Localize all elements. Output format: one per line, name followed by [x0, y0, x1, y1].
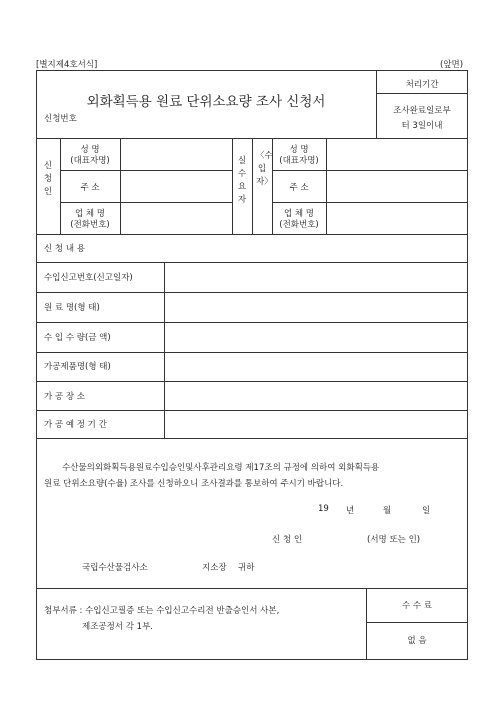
row-label-import-quantity: 수 입 수 량(금 액) — [44, 333, 111, 343]
page-side-label: (앞면) — [440, 60, 464, 70]
row-label-import-number: 수입신고번호(신고일자) — [44, 273, 133, 283]
fee-value: 없 음 — [407, 636, 427, 646]
form-number: [별지제4호서식] — [36, 60, 98, 70]
addressee-office: 국립수산물검사소 — [82, 563, 148, 573]
attachments-line-1: 첨부서류 : 수입신고필증 또는 수입신고수리전 반출승인서 사본, — [44, 606, 280, 616]
processing-place-field[interactable] — [165, 382, 467, 409]
attachments-line-2: 제조공정서 각 1부. — [82, 622, 153, 632]
statement-line-1: 수산물의외화획득용원료수입승인및사후관리요령 제17조의 규정에 의하여 외화획득용 — [62, 463, 380, 473]
application-number-label: 신청번호 — [44, 114, 77, 124]
applicant-name-label: 성 명 — [80, 145, 100, 155]
date-year-prefix: 19 — [318, 504, 329, 514]
applicant-company-field[interactable] — [121, 203, 231, 233]
applicant-address-label: 주 소 — [80, 183, 100, 193]
processing-period-value-1: 조사완료일로부 — [393, 106, 451, 116]
user-address-field[interactable] — [327, 171, 467, 201]
material-name-field[interactable] — [165, 293, 467, 321]
processing-period-field[interactable] — [165, 411, 467, 437]
date-year: 년 — [346, 506, 355, 516]
statement-line-2: 원료 단위소요량(수율) 조사를 신청하오니 조사결과를 통보하여 주시기 바랍니다. — [44, 479, 344, 489]
applicant-name-field[interactable] — [121, 139, 231, 169]
signature-label: 신 청 인 — [272, 535, 303, 545]
importer-group-label: 〈수입자〉 — [256, 151, 273, 187]
addressee-chief: 지소장 — [202, 563, 227, 573]
user-group-label: 실수요자 — [237, 156, 247, 205]
import-quantity-field[interactable] — [165, 323, 467, 351]
applicant-name-sub: (대표자명) — [70, 156, 110, 166]
row-label-processing-period: 가 공 예 정 기 간 — [44, 420, 107, 430]
user-company-label: 업 체 명 — [283, 209, 315, 219]
content-header: 신 청 내 용 — [44, 244, 85, 254]
user-name-label: 성 명 — [289, 145, 309, 155]
addressee-honorific: 귀하 — [238, 563, 255, 573]
user-name-field[interactable] — [327, 139, 467, 169]
user-company-sub: (전화번호) — [279, 220, 319, 230]
signature-note: (서명 또는 인) — [367, 535, 421, 545]
user-company-field[interactable] — [327, 203, 467, 233]
applicant-company-sub: (전화번호) — [70, 220, 110, 230]
applicant-address-field[interactable] — [121, 171, 231, 201]
user-address-label: 주 소 — [289, 183, 309, 193]
applicant-group-label: 신청인 — [43, 161, 53, 197]
product-name-field[interactable] — [165, 353, 467, 380]
date-day: 일 — [422, 506, 431, 516]
form-title: 외화획득용 원료 단위소요량 조사 신청서 — [86, 94, 326, 110]
row-label-product-name: 가공제품명(형 태) — [44, 362, 111, 372]
row-label-material-name: 원 료 명(형 태) — [44, 303, 100, 313]
processing-period-label: 처리기간 — [405, 80, 439, 90]
applicant-company-label: 업 체 명 — [74, 209, 106, 219]
user-name-sub: (대표자명) — [279, 156, 319, 166]
date-month: 월 — [383, 506, 392, 516]
processing-period-value-2: 터 3일이내 — [401, 121, 443, 131]
import-number-field[interactable] — [165, 263, 467, 291]
row-label-processing-place: 가 공 장 소 — [44, 392, 85, 402]
fee-label: 수 수 료 — [401, 601, 433, 611]
